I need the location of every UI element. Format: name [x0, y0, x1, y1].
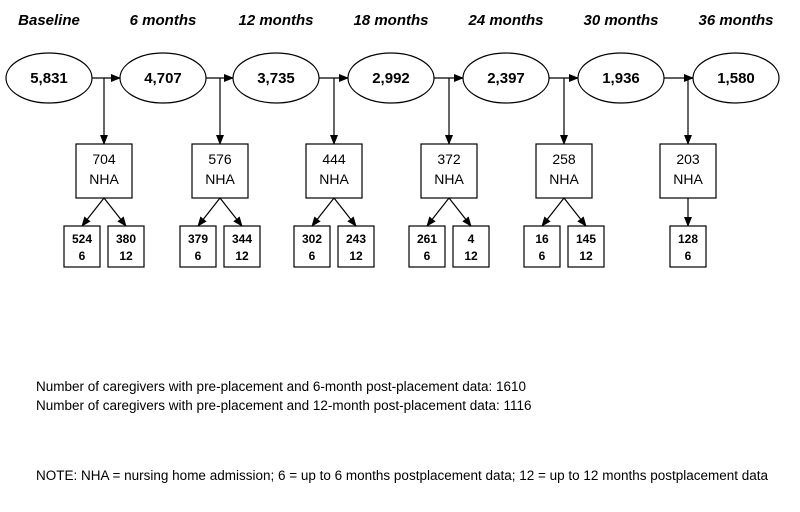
- split-count: 4: [467, 232, 475, 246]
- nha-label: NHA: [319, 171, 349, 187]
- timepoint-count: 2,397: [487, 70, 525, 87]
- timepoint-label: 6 months: [129, 12, 197, 29]
- split-months: 12: [579, 249, 593, 263]
- split-count: 128: [677, 232, 699, 246]
- nha-label: NHA: [89, 171, 119, 187]
- nha-count: 372: [437, 151, 461, 167]
- timepoint-count: 4,707: [144, 70, 182, 87]
- summary-block: [36, 377, 532, 415]
- split-months: 6: [423, 249, 431, 263]
- split-months: 12: [464, 249, 478, 263]
- split-arrow: [198, 198, 220, 226]
- timepoint-count: 2,992: [372, 70, 410, 87]
- timepoint-count: 1,936: [602, 70, 640, 87]
- timepoint-count: 1,580: [717, 70, 755, 87]
- split-count: 302: [301, 232, 323, 246]
- split-arrow: [427, 198, 449, 226]
- nha-label: NHA: [673, 171, 703, 187]
- split-arrow: [334, 198, 356, 226]
- nha-count: 203: [676, 151, 700, 167]
- split-months: 6: [194, 249, 202, 263]
- split-count: 16: [535, 232, 549, 246]
- split-count: 261: [416, 232, 438, 246]
- split-arrow: [449, 198, 471, 226]
- nha-count: 444: [322, 151, 346, 167]
- split-arrow: [82, 198, 104, 226]
- nha-label: NHA: [434, 171, 464, 187]
- split-months: 6: [78, 249, 86, 263]
- nha-label: NHA: [205, 171, 235, 187]
- split-count: 243: [345, 232, 367, 246]
- split-months: 12: [119, 249, 133, 263]
- timepoint-label: Baseline: [18, 12, 80, 29]
- timepoint-label: 18 months: [353, 12, 429, 29]
- split-months: 12: [235, 249, 249, 263]
- nha-count: 576: [208, 151, 232, 167]
- split-months: 6: [684, 249, 692, 263]
- timepoint-label: 24 months: [468, 12, 544, 29]
- split-count: 145: [575, 232, 597, 246]
- timepoint-label: 36 months: [698, 12, 774, 29]
- timepoint-count: 3,735: [257, 70, 295, 87]
- timepoint-count: 5,831: [30, 70, 68, 87]
- summary-6-month: Number of caregivers with pre-placement and 6-month post-placement data: 1610: [36, 379, 527, 394]
- split-arrow: [564, 198, 586, 226]
- summary-12-month: Number of caregivers with pre-placement and 12-month post-placement data: 1116: [36, 398, 532, 413]
- timepoint-label: 12 months: [238, 12, 314, 29]
- nha-count: 258: [552, 151, 576, 167]
- split-arrow: [220, 198, 242, 226]
- split-months: 6: [308, 249, 316, 263]
- nha-count: 704: [92, 151, 116, 167]
- split-arrow: [312, 198, 334, 226]
- timepoint-label: 30 months: [583, 12, 659, 29]
- split-count: 379: [187, 232, 209, 246]
- split-arrow: [542, 198, 564, 226]
- split-count: 524: [71, 232, 93, 246]
- split-count: 380: [115, 232, 137, 246]
- abbreviation-note: NOTE: NHA = nursing home admission; 6 = up to 6 months postplacement data; 12 = up to 12 months postplacement data: [36, 468, 769, 483]
- nha-label: NHA: [549, 171, 579, 187]
- split-months: 6: [538, 249, 546, 263]
- split-arrow: [104, 198, 126, 226]
- split-months: 12: [349, 249, 363, 263]
- split-count: 344: [231, 232, 253, 246]
